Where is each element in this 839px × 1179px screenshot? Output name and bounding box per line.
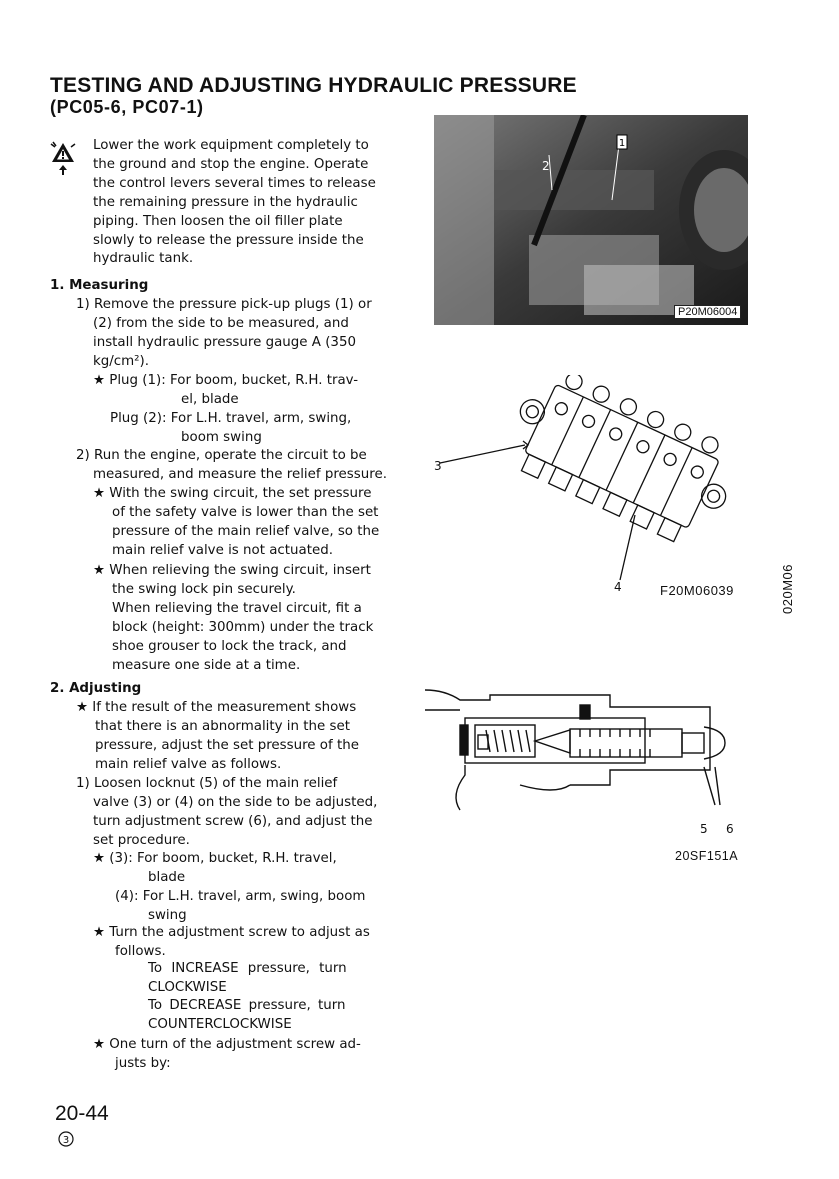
- measuring-step-1: [76, 296, 372, 372]
- text-line: ★ When relieving the swing circuit, insert: [93, 563, 371, 578]
- plug-2-note: [110, 410, 351, 448]
- text-line: measure one side at a time.: [112, 657, 301, 673]
- warning-text: [93, 137, 381, 269]
- text-line: valve (3) or (4) on the side to be adjusted,: [93, 794, 378, 810]
- text-line: To INCREASE pressure, turn: [148, 961, 347, 976]
- turn-screw-note: [93, 924, 370, 962]
- text-line: follows.: [115, 943, 166, 959]
- text-line: ★ (3): For boom, bucket, R.H. travel,: [93, 851, 337, 866]
- valve-label-3: 3: [434, 459, 442, 473]
- page-title: TESTING AND ADJUSTING HYDRAULIC PRESSURE: [50, 74, 577, 97]
- text-line: ★ Plug (1): For boom, bucket, R.H. trav-: [93, 373, 359, 388]
- valve-label-4: 4: [614, 580, 622, 594]
- text-line: el, blade: [181, 391, 239, 407]
- text-line: 1) Loosen locknut (5) of the main relief: [76, 776, 338, 791]
- side-reference-code: 020M06: [780, 564, 795, 614]
- text-line: the ground and stop the engine. Operate: [93, 156, 369, 172]
- valve-4-note: [115, 888, 365, 926]
- text-line: the control levers several times to release: [93, 175, 376, 191]
- valve-3-note: [93, 850, 337, 888]
- text-line: shoe grouser to lock the track, and: [112, 638, 347, 654]
- text-line: blade: [148, 869, 186, 885]
- text-line: Plug (2): For L.H. travel, arm, swing,: [110, 411, 352, 426]
- text-line: slowly to release the pressure inside the: [93, 232, 364, 248]
- relief-valve-cross-section: [420, 685, 740, 845]
- text-line: boom swing: [181, 429, 262, 445]
- text-line: 1) Remove the pressure pick-up plugs (1) or: [76, 297, 372, 312]
- text-line: of the safety valve is lower than the set: [112, 504, 379, 520]
- text-line: ★ One turn of the adjustment screw ad-: [93, 1037, 361, 1052]
- valve-figure-code: F20M06039: [660, 583, 734, 598]
- relief-label-5: 5: [700, 822, 708, 836]
- text-line: hydraulic tank.: [93, 251, 194, 267]
- photo-label-1: 1: [618, 138, 626, 149]
- text-line: COUNTERCLOCKWISE: [148, 1016, 292, 1032]
- engine-valve-photo: [434, 115, 748, 325]
- text-line: (4): For L.H. travel, arm, swing, boom: [115, 889, 366, 904]
- text-line: measured, and measure the relief pressure.: [93, 466, 387, 482]
- warning-icon: [50, 140, 76, 176]
- photo-figure-code: P20M06004: [674, 305, 741, 319]
- plug-1-note: [93, 372, 358, 410]
- text-line: set procedure.: [93, 832, 190, 848]
- text-line: 2) Run the engine, operate the circuit to be: [76, 448, 367, 463]
- increase-instruction: [148, 960, 347, 998]
- revision-number: 3: [62, 1135, 70, 1146]
- text-line: pressure, adjust the set pressure of the: [95, 737, 359, 753]
- text-line: CLOCKWISE: [148, 979, 227, 995]
- photo-label-2: 2: [542, 159, 550, 173]
- text-line: To DECREASE pressure, turn: [148, 998, 346, 1013]
- control-valve-diagram: [430, 375, 750, 605]
- text-line: ★ With the swing circuit, the set pressure: [93, 486, 372, 501]
- text-line: (2) from the side to be measured, and: [93, 315, 349, 331]
- revision-mark: [58, 1131, 74, 1147]
- text-line: ★ If the result of the measurement shows: [76, 700, 357, 715]
- section-heading-measuring: 1. Measuring: [50, 278, 149, 293]
- measuring-step-2: [76, 447, 387, 485]
- text-line: the remaining pressure in the hydraulic: [93, 194, 358, 210]
- text-line: justs by:: [115, 1055, 171, 1071]
- decrease-instruction: [148, 997, 345, 1035]
- text-line: install hydraulic pressure gauge A (350: [93, 334, 356, 350]
- one-turn-note: [93, 1036, 361, 1074]
- text-line: main relief valve as follows.: [95, 756, 282, 772]
- text-line: ★ Turn the adjustment screw to adjust as: [93, 925, 370, 940]
- text-line: the swing lock pin securely.: [112, 581, 296, 597]
- relief-label-6: 6: [726, 822, 734, 836]
- text-line: When relieving the travel circuit, fit a: [112, 600, 362, 616]
- text-line: main relief valve is not actuated.: [112, 542, 333, 558]
- text-line: turn adjustment screw (6), and adjust the: [93, 813, 373, 829]
- text-line: swing: [148, 907, 187, 923]
- text-line: kg/cm²).: [93, 353, 150, 369]
- page-subtitle: (PC05-6, PC07-1): [50, 97, 204, 117]
- page-number: 20-44: [55, 1102, 109, 1125]
- text-line: piping. Then loosen the oil filler plate: [93, 213, 343, 229]
- text-line: pressure of the main relief valve, so the: [112, 523, 380, 539]
- adjusting-step-1: [76, 775, 377, 851]
- swing-lock-note: [93, 562, 373, 675]
- text-line: that there is an abnormality in the set: [95, 718, 350, 734]
- section-heading-adjusting: 2. Adjusting: [50, 681, 142, 696]
- text-line: Lower the work equipment completely to: [93, 138, 369, 153]
- relief-figure-code: 20SF151A: [675, 849, 739, 863]
- text-line: block (height: 300mm) under the track: [112, 619, 374, 635]
- swing-safety-note: [93, 485, 379, 561]
- abnormality-note: [76, 699, 359, 775]
